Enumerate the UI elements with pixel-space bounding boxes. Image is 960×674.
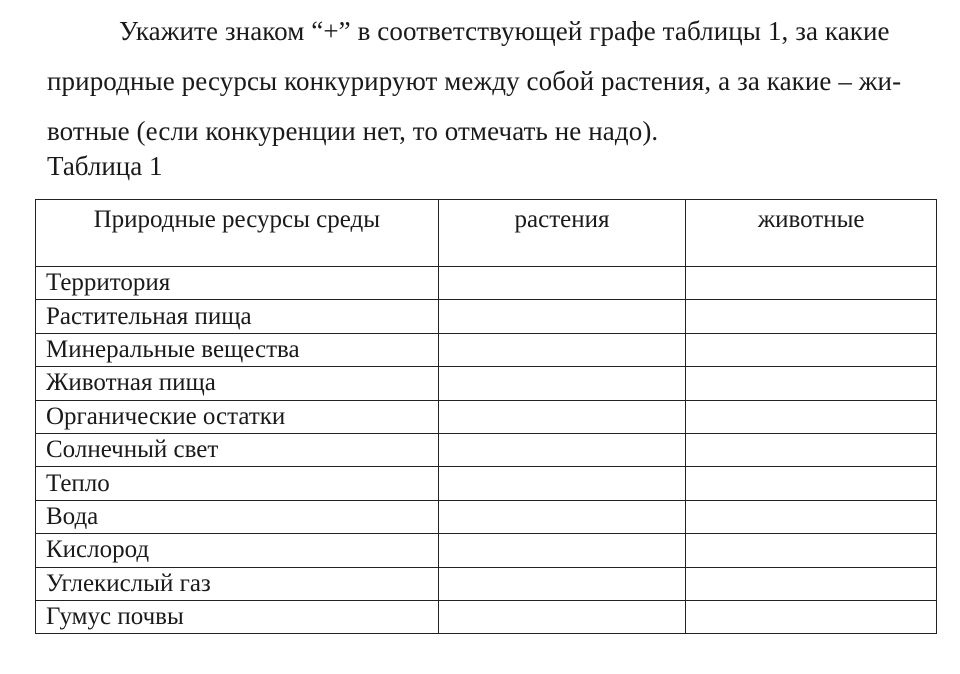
table-row [36,600,937,633]
animals-mark-cell[interactable] [686,567,937,600]
table-row [36,333,937,366]
plants-mark-cell[interactable] [438,400,686,433]
animals-mark-cell[interactable] [686,433,937,466]
table-row [36,467,937,500]
resource-name-cell: Углекислый газ [36,567,439,600]
plants-mark-cell[interactable] [438,600,686,633]
resource-name-cell: Минеральные вещества [36,333,439,366]
instruction-line: природные ресурсы конкурируют между собой растения, а за какие – жи- [47,66,902,96]
resource-name-cell: Растительная пища [36,300,439,333]
table-caption: Таблица 1 [47,151,163,181]
header-resources: Природные ресурсы среды [36,200,439,267]
plants-mark-cell[interactable] [438,567,686,600]
animals-mark-cell[interactable] [686,333,937,366]
resource-name-cell: Органические остатки [36,400,439,433]
resource-name-cell: Тепло [36,467,439,500]
animals-mark-cell[interactable] [686,600,937,633]
plants-mark-cell[interactable] [438,267,686,300]
plants-mark-cell[interactable] [438,500,686,533]
table-row [36,267,937,300]
plants-mark-cell[interactable] [438,467,686,500]
table-row [36,534,937,567]
animals-mark-cell[interactable] [686,534,937,567]
table-row [36,400,937,433]
table-row [36,567,937,600]
header-plants: растения [438,200,686,267]
resource-name-cell: Солнечный свет [36,433,439,466]
animals-mark-cell[interactable] [686,300,937,333]
plants-mark-cell[interactable] [438,300,686,333]
resource-name-cell: Гумус почвы [36,600,439,633]
plants-mark-cell[interactable] [438,433,686,466]
header-animals: животные [686,200,937,267]
resource-name-cell: Вода [36,500,439,533]
table-row [36,300,937,333]
table-row [36,367,937,400]
plants-mark-cell[interactable] [438,367,686,400]
plants-mark-cell[interactable] [438,333,686,366]
animals-mark-cell[interactable] [686,400,937,433]
resource-name-cell: Кислород [36,534,439,567]
table-header-row [36,200,937,267]
animals-mark-cell[interactable] [686,467,937,500]
resource-name-cell: Животная пища [36,367,439,400]
task-instruction [47,6,947,156]
plants-mark-cell[interactable] [438,534,686,567]
table-row [36,433,937,466]
animals-mark-cell[interactable] [686,367,937,400]
animals-mark-cell[interactable] [686,500,937,533]
animals-mark-cell[interactable] [686,267,937,300]
resources-table [35,199,937,634]
table-row [36,500,937,533]
instruction-line: Укажите знаком “+” в соответствующей графе таблицы 1, за какие [119,16,890,46]
instruction-line: вотные (если конкуренции нет, то отмечать не надо). [47,116,659,146]
resource-name-cell: Территория [36,267,439,300]
